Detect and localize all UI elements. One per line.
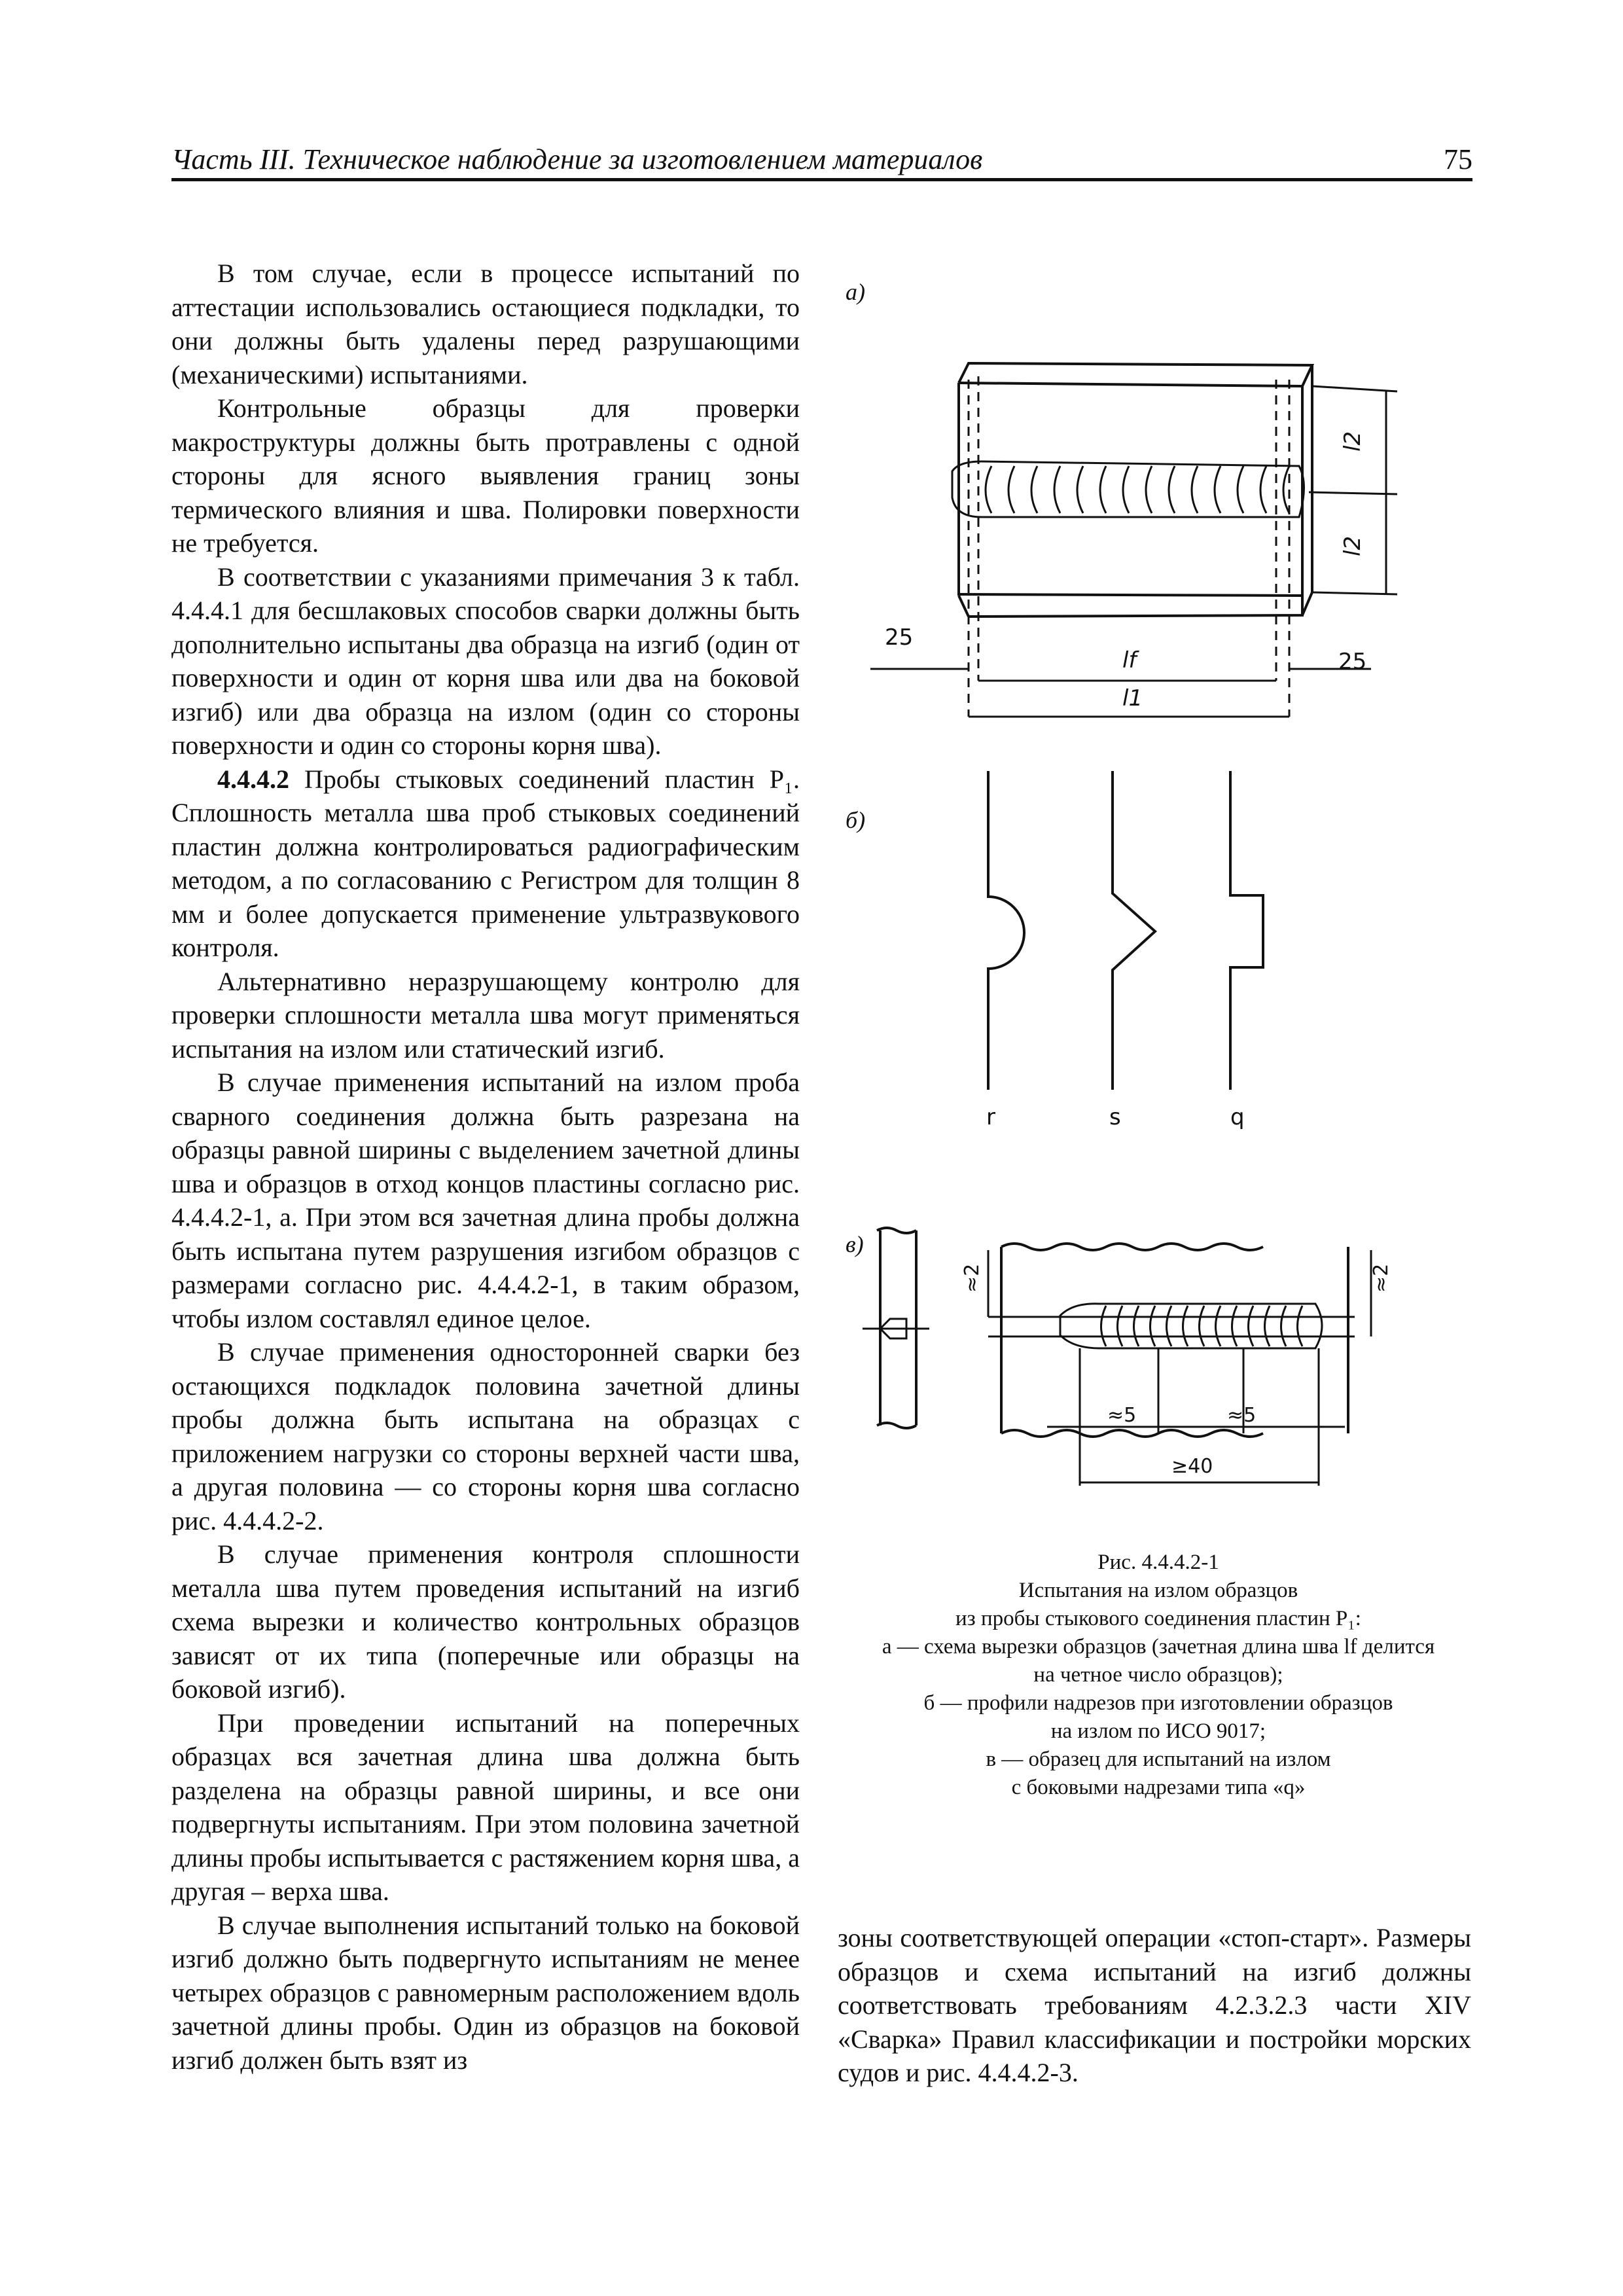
- paragraph: Контрольные образцы для проверки макроструктуры должны быть протравлены с одной стороны для ясного выявления границ зоны термического влияния и шва. Полировки поверхности не требуется.: [171, 393, 800, 558]
- caption-line: а — схема вырезки образцов (зачетная длина шва lf делится: [882, 1635, 1435, 1659]
- dim-approx5-right: ≈5: [1227, 1404, 1257, 1427]
- dim-lf: lf: [1122, 647, 1137, 673]
- figure-label-v: в): [846, 1231, 864, 1257]
- caption-line: Испытания на излом образцов: [1018, 1579, 1298, 1602]
- paragraph: В том случае, если в процессе испытаний по аттестации использовались остающиеся подкладки, то они должны быть удалены перед разрушающими (механическими) испытаниями.: [171, 259, 800, 389]
- dim-l2-bottom: l2: [1340, 535, 1366, 556]
- paragraph: В случае выполнения испытаний только на боковой изгиб должно быть подвергнуто испытаниям не менее четырех образцов с равномерным расположением вдоль зачетной длины пробы. Один из образцов на боковой изгиб должен быть взят из: [171, 1910, 800, 2075]
- paragraph: В соответствии с указаниями примечания 3 к табл. 4.4.4.1 для бесшлаковых способов сварки должны быть дополнительно испытаны два образца на изгиб (один от поверхности и один от корня шва или два на боковой изгиб) или два образца на излом (один со стороны поверхности и один со стороны корня шва).: [171, 562, 800, 760]
- caption-line: б — профили надрезов при изготовлении образцов: [923, 1691, 1393, 1715]
- paragraph: В случае применения контроля сплошности металла шва путем проведения испытаний на изгиб схема вырезки и количество контрольных образцов зависят от их типа (поперечные или образцы на боковой изгиб).: [171, 1539, 800, 1704]
- caption-line: из пробы стыкового соединения пластин P₁:: [955, 1607, 1361, 1630]
- caption-line: в — образец для испытаний на излом: [986, 1748, 1331, 1771]
- paragraph: Альтернативно неразрушающему контролю для проверки сплошности металла шва могут применяться испытания на излом или статический изгиб.: [171, 966, 800, 1064]
- figure-label-a: а): [846, 279, 865, 305]
- caption-line: с боковыми надрезами типа «q»: [1011, 1776, 1306, 1799]
- caption-line: Рис. 4.4.4.2-1: [1097, 1551, 1219, 1574]
- section-text: Пробы стыковых соединений пластин P₁. Сплошность металла шва проб стыковых соединений пластин должна контролироваться радиографическим методом, а по согласованию с Регистром для толщин 8 мм и более допускается применение ультразвукового контроля.: [171, 764, 800, 962]
- paragraph: В случае применения испытаний на излом проба сварного соединения должна быть разрезана на образцы равной ширины с выделением зачетной длины шва и образцов в отход концов пластины согласно рис. 4.4.4.2-1, а. При этом вся зачетная длина пробы должна быть испытана путем разрушения изгибом образцов с размерами согласно рис. 4.4.4.2-1, в таким образом, чтобы излом составлял единое целое.: [171, 1067, 800, 1333]
- caption-line: на четное число образцов);: [1033, 1663, 1283, 1687]
- dim-25-right: 25: [1338, 649, 1367, 675]
- dim-ge40: ≥40: [1171, 1455, 1213, 1478]
- profile-q-label: q: [1230, 1104, 1245, 1130]
- section-number: 4.4.4.2: [217, 764, 289, 794]
- paragraph: В случае применения односторонней сварки без остающихся подкладок половина зачетной длины пробы должна быть испытана на образцах с приложением нагрузки со стороны верхней части шва, а другая половина — со стороны корня шва согласно рис. 4.4.4.2-2.: [171, 1337, 800, 1535]
- paragraph: При проведении испытаний на поперечных образцах вся зачетная длина шва должна быть разделена на образцы равной ширины, и все они подвергнуты испытаниям. При этом половина зачетной длины пробы испытывается с растяжением корня шва, а другая – верха шва.: [171, 1708, 800, 1906]
- dim-approx2-right: ≈2: [1370, 1263, 1393, 1293]
- figure-caption: [844, 1549, 1472, 1802]
- specimen-front-view: [988, 1244, 1355, 1437]
- profile-r-label: r: [986, 1104, 995, 1130]
- running-title: Часть III. Техническое наблюдение за изготовлением материалов: [171, 143, 983, 175]
- profile-s-label: s: [1109, 1104, 1121, 1130]
- dim-approx5-left: ≈5: [1107, 1404, 1137, 1427]
- dim-l1: l1: [1122, 685, 1143, 711]
- specimen-side-view: [863, 1228, 929, 1428]
- page-number: 75: [1444, 143, 1472, 175]
- paragraph: зоны соответствующей операции «стоп-старт». Размеры образцов и схема испытаний на изгиб должны соответствовать требованиям 4.2.3.2.3 части XIV «Сварка» Правил классификации и постройки морских судов и рис. 4.4.4.2-3.: [838, 1923, 1471, 2087]
- caption-line: на излом по ИСО 9017;: [1050, 1719, 1266, 1743]
- specimen-dimension-lines: [988, 1250, 1371, 1486]
- dim-approx2-left: ≈2: [961, 1263, 984, 1293]
- dim-25-left: 25: [885, 624, 914, 651]
- dim-l2-top: l2: [1340, 431, 1366, 452]
- figure-label-b: б): [846, 807, 866, 833]
